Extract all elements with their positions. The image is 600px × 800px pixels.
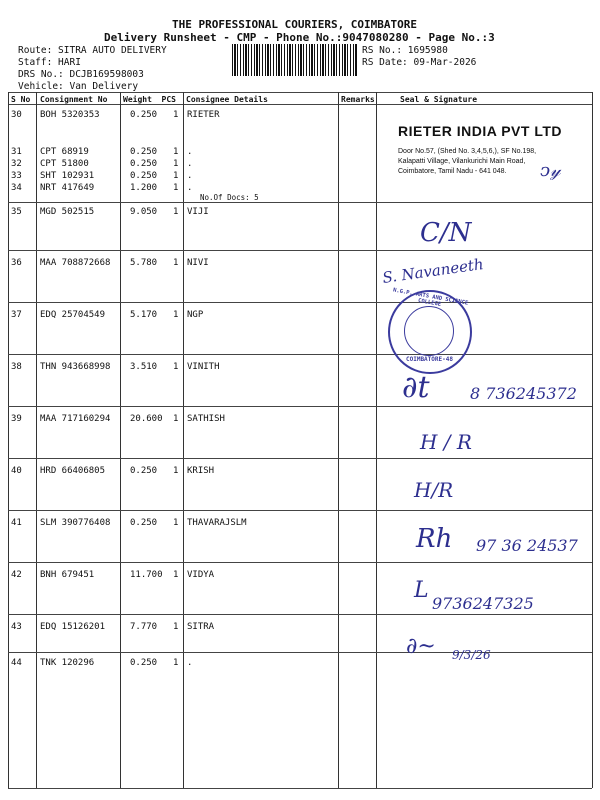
row-weight: 0.250	[130, 147, 158, 157]
stamp-bottom-text: COIMBATORE-48	[406, 356, 453, 363]
row-pcs: 1	[173, 183, 179, 193]
row-pcs: 1	[173, 171, 179, 181]
row-weight: 5.780	[130, 258, 158, 268]
row-pcs: 1	[173, 518, 179, 528]
row-sno: 44	[11, 658, 22, 668]
row-consignee: THAVARAJSLM	[187, 518, 247, 528]
row-consignee: NIVI	[187, 258, 209, 268]
col-divider	[338, 92, 339, 788]
row-sno: 41	[11, 518, 22, 528]
signature-40: H/R	[414, 478, 454, 502]
row-consignment-no: MAA 717160294	[40, 414, 111, 424]
row-pcs: 1	[173, 362, 179, 372]
col-divider	[592, 92, 593, 788]
col-divider	[376, 92, 377, 788]
row-consignment-no: BNH 679451	[40, 570, 95, 580]
row-sno: 37	[11, 310, 22, 320]
signature-42: 9736247325	[432, 594, 534, 613]
row-consignee: NGP	[187, 310, 204, 320]
row-pcs: 1	[173, 310, 179, 320]
row-separator	[8, 250, 592, 251]
row-consignee: SITRA	[187, 622, 215, 632]
signature-39: H / R	[420, 430, 472, 454]
row-consignment-no: SHT 102931	[40, 171, 95, 181]
row-consignment-no: SLM 390776408	[40, 518, 111, 528]
row-sno: 31	[11, 147, 22, 157]
signature-41: 97 36 24537	[476, 536, 578, 555]
col-consignee: Consignee Details	[186, 95, 268, 104]
row-consignee: VINITH	[187, 362, 220, 372]
signature-43-mark: ∂~	[406, 634, 436, 659]
row-separator	[8, 614, 592, 615]
table-top-line	[8, 92, 592, 93]
col-remarks: Remarks	[341, 95, 375, 104]
drs-label: DRS No.: DCJB169598003	[18, 69, 144, 80]
row-pcs: 1	[173, 147, 179, 157]
row-weight: 0.250	[130, 658, 158, 668]
rs-date: RS Date: 09-Mar-2026	[362, 57, 477, 68]
col-consignment: Consignment No	[40, 95, 108, 104]
row-separator	[8, 406, 592, 407]
stamp-inner-ring	[404, 306, 454, 356]
row-sno: 40	[11, 466, 22, 476]
row-pcs: 1	[173, 466, 179, 476]
col-seal: Seal & Signature	[400, 95, 478, 104]
row-sno: 30	[11, 110, 22, 120]
row-pcs: 1	[173, 570, 179, 580]
rieter-addr-line: Kalapatti Village, Vilankurichi Main Road,	[398, 158, 526, 165]
row-consignee: .	[187, 159, 193, 169]
row-consignee: VIJI	[187, 207, 209, 217]
col-divider	[183, 92, 184, 788]
row-consignment-no: HRD 66406805	[40, 466, 106, 476]
row-consignment-no: MGD 502515	[40, 207, 95, 217]
col-divider	[8, 92, 9, 788]
header-bottom-line	[8, 104, 592, 105]
row-consignment-no: EDQ 15126201	[40, 622, 106, 632]
company-title: THE PROFESSIONAL COURIERS, COIMBATORE	[172, 18, 418, 31]
col-sno: S No	[11, 95, 31, 104]
runsheet-subtitle: Delivery Runsheet - CMP - Phone No.:9047080280 - Page No.:3	[104, 31, 495, 44]
row-consignment-no: THN 943668998	[40, 362, 111, 372]
no-of-docs: No.Of Docs: 5	[200, 193, 259, 202]
row-separator	[8, 510, 592, 511]
row-weight: 20.600	[130, 414, 163, 424]
row-consignment-no: TNK 120296	[40, 658, 95, 668]
signature-41-mark: Rh	[416, 524, 453, 554]
row-consignment-no: MAA 708872668	[40, 258, 111, 268]
row-consignee: .	[187, 658, 193, 668]
row-separator	[8, 458, 592, 459]
rs-number: RS No.: 1695980	[362, 45, 448, 56]
row-consignment-no: NRT 417649	[40, 183, 95, 193]
row-separator	[8, 302, 592, 303]
table-bottom-line	[8, 788, 592, 789]
row-separator	[8, 652, 592, 653]
row-consignee: KRISH	[187, 466, 215, 476]
row-weight: 3.510	[130, 362, 158, 372]
row-sno: 35	[11, 207, 22, 217]
row-sno: 33	[11, 171, 22, 181]
row-consignee: VIDYA	[187, 570, 215, 580]
row-sno: 38	[11, 362, 22, 372]
barcode	[232, 44, 358, 76]
signature-36: S. Navaneeth	[381, 254, 485, 288]
row-pcs: 1	[173, 110, 179, 120]
rieter-signature: ↄ𝓎	[540, 160, 561, 181]
signature-43: 9/3/26	[452, 648, 491, 662]
row-weight: 0.250	[130, 466, 158, 476]
row-sno: 39	[11, 414, 22, 424]
signature-35: C/N	[420, 218, 472, 248]
row-consignment-no: CPT 51800	[40, 159, 89, 169]
route-label: Route: SITRA AUTO DELIVERY	[18, 45, 167, 56]
row-weight: 7.770	[130, 622, 158, 632]
row-pcs: 1	[173, 414, 179, 424]
row-consignment-no: BOH 5320353	[40, 110, 100, 120]
row-pcs: 1	[173, 207, 179, 217]
row-weight: 9.050	[130, 207, 158, 217]
rieter-stamp-address	[398, 147, 536, 177]
row-separator	[8, 562, 592, 563]
col-divider	[120, 92, 121, 788]
row-sno: 32	[11, 159, 22, 169]
row-weight: 0.250	[130, 110, 158, 120]
row-consignment-no: CPT 68919	[40, 147, 89, 157]
vehicle-label: Vehicle: Van Delivery	[18, 81, 139, 92]
col-divider	[36, 92, 37, 788]
row-consignee: .	[187, 147, 193, 157]
row-consignee: SATHISH	[187, 414, 225, 424]
row-weight: 11.700	[130, 570, 163, 580]
row-consignee: .	[187, 183, 193, 193]
stamp-top-text: N.G.P. ARTS AND SCIENCE COLLEGE	[392, 287, 469, 308]
row-weight: 0.250	[130, 159, 158, 169]
row-sno: 43	[11, 622, 22, 632]
row-weight: 0.250	[130, 518, 158, 528]
row-consignee: RIETER	[187, 110, 220, 120]
row-separator	[8, 202, 592, 203]
row-weight: 1.200	[130, 183, 158, 193]
row-sno: 34	[11, 183, 22, 193]
row-pcs: 1	[173, 658, 179, 668]
rieter-addr-line: Door No.57, (Shed No. 3,4,5,6,), SF No.198,	[398, 148, 537, 155]
row-consignment-no: EDQ 25704549	[40, 310, 106, 320]
signature-38-mark: ∂t	[402, 370, 430, 405]
staff-label: Staff: HARI	[18, 57, 81, 68]
rieter-addr-line: Coimbatore, Tamil Nadu - 641 048.	[398, 168, 507, 175]
row-pcs: 1	[173, 258, 179, 268]
row-sno: 42	[11, 570, 22, 580]
signature-42-mark: L	[414, 578, 429, 603]
row-pcs: 1	[173, 622, 179, 632]
college-stamp	[388, 287, 472, 374]
row-separator	[8, 354, 592, 355]
rieter-stamp-name: RIETER INDIA PVT LTD	[398, 123, 562, 139]
col-weight-pcs: Weight PCS	[123, 95, 176, 104]
row-pcs: 1	[173, 159, 179, 169]
row-weight: 0.250	[130, 171, 158, 181]
row-consignee: .	[187, 171, 193, 181]
signature-38: 8 736245372	[470, 384, 577, 403]
row-weight: 5.170	[130, 310, 158, 320]
row-sno: 36	[11, 258, 22, 268]
